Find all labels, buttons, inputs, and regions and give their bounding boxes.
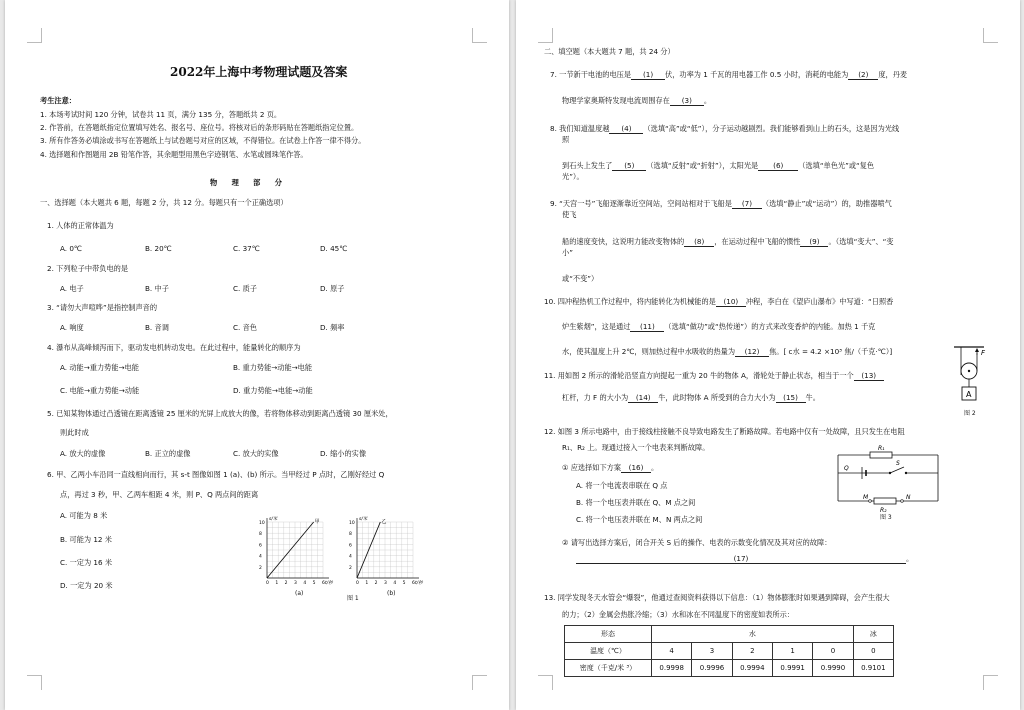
q13-line1: 13. 同学发现冬天水管会“爆裂”，他通过查阅资料获得以下信息：（1）物体膨胀时如果遇到障碍，会产生很大	[544, 593, 890, 602]
q1-option: D. 45℃	[320, 244, 348, 253]
q3-option: B. 音调	[145, 323, 169, 332]
q4-option: B. 重力势能→动能→电能	[233, 363, 313, 372]
density-table	[564, 625, 894, 677]
y-tick-label: 2	[349, 565, 352, 571]
label-m: M	[863, 494, 869, 501]
note-line: 2. 作答前，在答题纸指定位置填写姓名、报名号、座位号。将核对后的条形码贴在答题纸指定位置。	[40, 123, 359, 132]
row-label-temp: 温度（℃）	[565, 643, 652, 660]
q4-option: C. 电能→重力势能→动能	[60, 386, 140, 395]
q12-option: A. 将一个电流表串联在 Q 点	[576, 481, 668, 490]
q4-option: A. 动能→重力势能→电能	[60, 363, 139, 372]
x-tick-label: 6	[322, 581, 325, 586]
note-line: 4. 选择题和作图题用 2B 铅笔作答，其余题型用黑色字迹钢笔、水笔或圆珠笔作答。	[40, 150, 308, 159]
q12-part2: ② 请写出选择方案后，闭合开关 S 后的操作、电表的示数变化情况及其对应的故障：	[562, 538, 832, 547]
table-row	[565, 660, 894, 677]
graph-b	[349, 516, 424, 586]
header-state: 形态	[565, 626, 652, 643]
crop-mark	[983, 28, 998, 43]
y-tick-label: 8	[259, 532, 262, 538]
point-n	[901, 500, 904, 503]
q6-option: B. 可能为 12 米	[60, 535, 112, 544]
cell-density: 0.9996	[692, 660, 732, 677]
part2-heading: 二、填空题（本大题共 7 题，共 24 分）	[544, 47, 675, 56]
x-tick-label: 1	[275, 581, 279, 586]
page-right	[516, 0, 1020, 710]
note-line: 1. 本场考试时间 120 分钟，试卷共 11 页，满分 135 分，答题纸共 2 页。	[40, 110, 282, 119]
figure-3	[834, 443, 942, 523]
q4-stem: 4. 瀑布从高峰倾泻而下，驱动发电机转动发电。在此过程中，能量转化的顺序为	[47, 343, 301, 352]
q12-line1: 12. 如图 3 所示电路中，由于接线柱接触不良导致电路发生了断路故障。若电路中仅有一处故障，且只发生在电阻	[544, 427, 905, 436]
cell-density: 0.9991	[772, 660, 812, 677]
blank-16[interactable]: (16)	[621, 463, 651, 473]
q3-option: A. 响度	[60, 323, 84, 332]
blank-1[interactable]: (1)	[631, 70, 665, 80]
blank-9[interactable]: (9)	[800, 237, 828, 247]
graph-a	[259, 516, 334, 586]
cell-temp: 0	[853, 643, 893, 660]
q5-option: A. 放大的虚像	[60, 449, 106, 458]
table-row	[565, 643, 894, 660]
label-q: Q	[844, 465, 849, 472]
q2-option: D. 原子	[320, 284, 345, 293]
resistor-r2	[874, 498, 896, 504]
blank-7[interactable]: (7)	[732, 199, 762, 209]
x-tick-label: 1	[365, 581, 369, 586]
q3-option: C. 音色	[233, 323, 257, 332]
q10-line3: 水，使其温度上升 2℃，则加热过程中水吸收的热量为 (12) 焦。[ c水 = 4.2 ×10³ 焦/（千克·℃）]	[562, 347, 893, 356]
x-unit-label: t/秒	[325, 581, 333, 586]
crop-mark	[472, 675, 487, 690]
label-r1: R₁	[878, 445, 885, 452]
q9-line3: 或“不变”）	[562, 274, 599, 283]
resistor-r1	[870, 452, 892, 458]
switch-s	[890, 467, 904, 473]
blank-4[interactable]: (4)	[609, 124, 643, 134]
q1-stem: 1. 人体的正常体温为	[47, 221, 114, 230]
series-label: 甲	[314, 519, 320, 525]
page-title: 2022年上海中考物理试题及答案	[170, 65, 348, 79]
blank-8[interactable]: (8)	[684, 237, 714, 247]
pulley-axle	[968, 370, 970, 372]
q5-stem: 5. 已知某物体通过凸透镜在距离透镜 25 厘米的光屏上成放大的像，若将物体移动到距离凸透镜 30 厘米处，	[47, 409, 393, 418]
y-tick-label: 6	[349, 543, 352, 549]
q8-line3: 光”）。	[562, 172, 584, 181]
label-s: S	[896, 460, 900, 467]
object-label: A	[966, 390, 972, 399]
blank-14[interactable]: (14)	[628, 393, 658, 403]
q5-stem-cont: 则此时成	[60, 428, 89, 437]
q7-line1: 7. 一节新干电池的电压是 (1) 伏，功率为 1 千瓦的用电器工作 0.5 小时，消耗的电能为 (2) 度，丹麦	[550, 70, 908, 79]
x-tick-label: 5	[312, 581, 316, 586]
q2-option: A. 电子	[60, 284, 84, 293]
blank-12[interactable]: (12)	[735, 347, 769, 357]
cell-temp: 0	[813, 643, 853, 660]
y-tick-label: 10	[349, 521, 355, 526]
x-tick-label: 5	[402, 581, 406, 586]
q5-option: B. 正立的虚像	[145, 449, 191, 458]
q2-option: B. 中子	[145, 284, 169, 293]
circuit-diagram	[834, 443, 942, 523]
blank-13[interactable]: (13)	[854, 371, 884, 381]
cell-temp: 3	[692, 643, 732, 660]
row-label-density: 密度（千克/米 ³）	[565, 660, 652, 677]
section-title: 物 理 部 分	[210, 178, 282, 187]
cell-density: 0.9994	[732, 660, 772, 677]
blank-10[interactable]: (10)	[716, 297, 746, 307]
cell-temp: 1	[772, 643, 812, 660]
y-tick-label: 10	[259, 521, 265, 526]
q1-option: B. 20℃	[145, 244, 172, 253]
crop-mark	[27, 28, 42, 43]
y-unit-label: s/米	[269, 517, 278, 522]
q12-option: C. 将一个电压表并联在 M、N 两点之间	[576, 515, 703, 524]
q6-option: D. 一定为 20 米	[60, 581, 113, 590]
q12-line2: R₁、R₂ 上。现通过接入一个电表来判断故障。	[562, 443, 710, 452]
force-label: F	[981, 349, 986, 357]
note-line: 3. 所有作答务必填涂或书写在答题纸上与试卷题号对应的区域，不得错位。在试卷上作答一律不得分。	[40, 136, 366, 145]
q13-line2: 的力；（2）金属会热胀冷缩；（3）水和冰在不同温度下的密度如表所示：	[562, 610, 794, 619]
cell-density: 0.9998	[652, 660, 692, 677]
x-tick-label: 4	[393, 581, 397, 586]
series-label: 乙	[381, 519, 387, 525]
q10-line1: 10. 四冲程热机工作过程中，将内能转化为机械能的是 (10) 冲程，李白在《望庐山瀑布》中写道：“日照香	[544, 297, 894, 306]
q5-option: D. 缩小的实像	[320, 449, 367, 458]
crop-mark	[538, 675, 553, 690]
x-tick-label: 2	[374, 581, 378, 586]
q9-line1-wrap: 使飞	[562, 210, 577, 219]
x-tick-label: 3	[384, 581, 387, 586]
q6-option: C. 一定为 16 米	[60, 558, 113, 567]
force-arrowhead	[975, 348, 979, 352]
x-tick-label: 2	[284, 581, 288, 586]
crop-mark	[538, 28, 553, 43]
blank-6[interactable]: (6)	[758, 161, 798, 171]
x-tick-label: 4	[303, 581, 307, 586]
blank-15[interactable]: (15)	[776, 393, 806, 403]
q12-option: B. 将一个电压表并联在 Q、M 点之间	[576, 498, 696, 507]
fig2-caption: 图 2	[964, 410, 976, 417]
part1-heading: 一、选择题（本大题共 6 题，每题 2 分，共 12 分。每题只有一个正确选项）	[40, 198, 288, 207]
q2-stem: 2. 下列粒子中带负电的是	[47, 264, 129, 273]
q4-option: D. 重力势能→电能→动能	[233, 386, 313, 395]
node	[905, 472, 907, 474]
q3-stem: 3. “请勿大声喧哗”是指控制声音的	[47, 303, 158, 312]
node	[889, 472, 891, 474]
figure-1-graphs	[255, 512, 425, 604]
header-water: 水	[652, 626, 854, 643]
x-tick-label: 0	[266, 581, 269, 586]
fig1-a-label: (a)	[295, 590, 304, 597]
figure-1	[255, 512, 425, 604]
x-tick-label: 6	[412, 581, 415, 586]
q8-line1: 8. 我们知道温度越 (4) （选填“高”或“低”），分子运动越剧烈。我们能够看到山上的石头，这是因为光线	[550, 124, 900, 133]
y-tick-label: 2	[259, 565, 262, 571]
cell-temp: 2	[732, 643, 772, 660]
y-tick-label: 6	[259, 543, 262, 549]
q11-line2: 杠杆，力 F 的大小为 (14) 牛，此时物体 A 所受到的合力大小为 (15) 牛。	[562, 393, 820, 402]
q6-option: A. 可能为 8 米	[60, 511, 108, 520]
fig1-b-label: (b)	[387, 590, 396, 597]
cell-density: 0.9101	[853, 660, 893, 677]
x-tick-label: 0	[356, 581, 359, 586]
q9-line1: 9. “天宫一号”飞船逐渐靠近空间站，空间站相对于飞船是 (7) （选填“静止”或“运动”）的，助推器喷气	[550, 199, 892, 208]
x-unit-label: t/秒	[415, 581, 423, 586]
crop-mark	[983, 675, 998, 690]
y-tick-label: 4	[259, 554, 262, 560]
q6-stem-cont: 点，再过 3 秒，甲、乙两车相距 4 米，则 P、Q 两点间的距离	[60, 490, 259, 499]
blank-17[interactable]: (17)	[576, 554, 906, 564]
q9-line2-wrap: 小”	[562, 248, 573, 257]
y-unit-label: s/米	[359, 517, 368, 522]
q6-stem: 6. 甲、乙两小车沿同一直线相向而行，其 s-t 图像如图 1 (a)、(b) 所示。当甲经过 P 点时，乙刚好经过 Q	[47, 470, 385, 479]
point-m	[869, 500, 872, 503]
blank-11[interactable]: (11)	[630, 322, 664, 332]
blank-3[interactable]: (3)	[670, 96, 704, 106]
crop-mark	[472, 28, 487, 43]
x-tick-label: 3	[294, 581, 297, 586]
q11-line1: 11. 用如图 2 所示的滑轮沿竖直方向提起一重为 20 牛的物体 A，滑轮处于静止状态，相当于一个 (13)	[544, 371, 884, 381]
q8-line1-wrap: 照	[562, 135, 570, 144]
q10-line2: 炉生紫烟”，这是通过 (11) （选填“做功”或“热传递”）的方式来改变香炉的内能。加热 1 千克	[562, 322, 876, 331]
q5-option: C. 放大的实像	[233, 449, 279, 458]
cell-density: 0.9990	[813, 660, 853, 677]
fig1-caption: 图 1	[347, 595, 359, 602]
crop-mark	[27, 675, 42, 690]
page-left	[5, 0, 509, 710]
blank-5[interactable]: (5)	[612, 161, 646, 171]
label-n: N	[906, 494, 911, 501]
fig3-caption: 图 3	[880, 514, 892, 521]
figure-2	[950, 345, 994, 425]
q8-line2: 到石头上发生了 (5) （选填“反射”或“折射”），太阳光是 (6) （选填“单色光”或“复色	[562, 161, 875, 170]
blank-2[interactable]: (2)	[848, 70, 878, 80]
q1-option: A. 0℃	[60, 244, 83, 253]
q12-answer-line: (17) 。	[576, 554, 913, 564]
q12-part1: ① 应选择如下方案 (16) 。	[562, 463, 659, 472]
q2-option: C. 质子	[233, 284, 257, 293]
y-tick-label: 4	[349, 554, 352, 560]
table-row	[565, 626, 894, 643]
notes-heading: 考生注意：	[40, 96, 76, 105]
q9-line2: 船的速度变快，这说明力能改变物体的 (8) ，在运动过程中飞船的惯性 (9) 。（选填“变大”、“变	[562, 237, 894, 246]
q7-line2: 物理学家奥斯特发现电流周围存在 (3) 。	[562, 96, 712, 105]
cell-temp: 4	[652, 643, 692, 660]
q1-option: C. 37℃	[233, 244, 260, 253]
q3-option: D. 频率	[320, 323, 345, 332]
header-ice: 冰	[853, 626, 893, 643]
label-r2: R₂	[880, 507, 887, 514]
y-tick-label: 8	[349, 532, 352, 538]
